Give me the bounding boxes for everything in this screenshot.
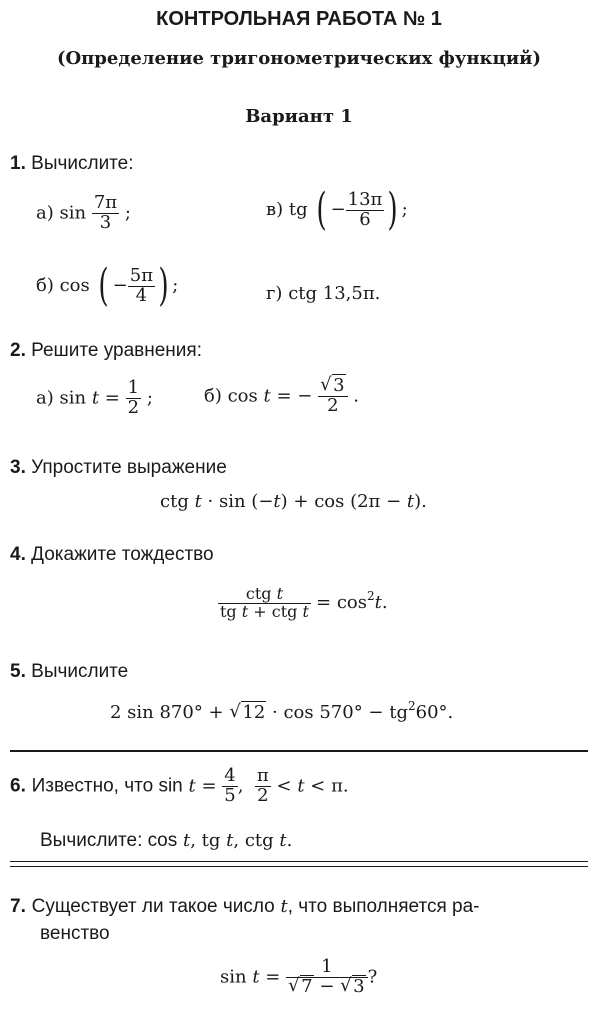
- task-2b: [204, 377, 359, 416]
- numerator: 5π: [129, 264, 154, 286]
- terminator: .: [353, 385, 359, 407]
- variable: t: [188, 775, 196, 797]
- terminator: .: [381, 591, 388, 613]
- variable: t: [263, 385, 271, 407]
- numerator: 4: [224, 765, 236, 786]
- variable: t: [182, 830, 191, 851]
- task-number: 1.: [10, 153, 26, 174]
- expr-part: = cos: [316, 591, 368, 613]
- left-paren: (: [98, 260, 110, 311]
- task-text: Решите уравнения:: [31, 340, 202, 361]
- task-number: 4.: [10, 544, 26, 565]
- right-paren: ): [387, 184, 399, 235]
- expr-part: 2 sin 870° +: [110, 702, 224, 723]
- square-root: [288, 975, 313, 997]
- denominator: 4: [135, 284, 148, 306]
- equals-sign: =: [265, 966, 281, 988]
- page-title: КОНТРОЛЬНАЯ РАБОТА № 1: [156, 8, 442, 30]
- variable: t: [279, 830, 287, 851]
- minus-sign: −: [330, 199, 346, 220]
- task-1g: [266, 283, 380, 304]
- inequality: <: [276, 775, 292, 797]
- function-name: sin: [59, 387, 87, 409]
- left-paren: (: [316, 184, 328, 235]
- pi-fraction: [255, 767, 271, 806]
- divider-line: [10, 866, 588, 867]
- function-name: tg: [288, 199, 308, 220]
- fraction: [128, 264, 155, 306]
- task-2-heading: [10, 340, 202, 362]
- variable: t: [276, 584, 284, 603]
- equals-sign: =: [201, 775, 217, 797]
- fraction: [222, 767, 237, 806]
- terminator: ;: [401, 199, 408, 220]
- expr-part: , tg: [190, 830, 221, 851]
- task-number: 6.: [10, 775, 26, 797]
- task-6-question: [40, 830, 292, 852]
- item-label: б): [36, 275, 54, 296]
- expr-part: ) + cos (2π −: [280, 491, 402, 512]
- item-label: б): [204, 385, 222, 407]
- task-text: Известно, что sin: [31, 775, 183, 797]
- numerator: π: [256, 765, 269, 786]
- task-text: Упростите выражение: [31, 457, 227, 478]
- expr-part: 60°.: [415, 702, 454, 723]
- function-name: sin: [59, 202, 87, 224]
- variable: t: [241, 601, 249, 621]
- task-7-statement-cont: венство: [40, 923, 110, 944]
- task-text: Вычислите: [31, 661, 129, 682]
- expr-part: tg: [220, 601, 237, 621]
- terminator: ;: [124, 202, 131, 224]
- variable: t: [280, 896, 288, 917]
- fraction: [218, 586, 311, 621]
- function-name: sin: [220, 966, 247, 988]
- denominator: 6: [359, 208, 371, 230]
- task-7-statement: [10, 896, 480, 918]
- page-subtitle: (Определение тригонометрических функций): [56, 48, 542, 69]
- task-1-heading: [10, 153, 134, 175]
- denominator: 5: [224, 784, 236, 806]
- radicand: 7: [301, 975, 313, 997]
- divider-line: [10, 861, 588, 862]
- denominator: 3: [99, 211, 112, 233]
- fraction: [126, 379, 141, 418]
- task-text: , что выполняется ра-: [287, 896, 480, 917]
- variable: t: [302, 601, 309, 621]
- numerator: 1: [127, 377, 140, 398]
- denominator: [218, 601, 311, 621]
- variable: t: [91, 387, 100, 409]
- item-label: а): [36, 202, 54, 224]
- task-number: 5.: [10, 661, 26, 682]
- divider-line: [10, 750, 588, 752]
- task-1v: [266, 184, 408, 235]
- exponent: 2: [367, 588, 375, 603]
- denominator: 2: [257, 784, 269, 806]
- variable: t: [297, 775, 305, 797]
- item-label: а): [36, 387, 54, 409]
- terminator: .: [286, 830, 293, 851]
- item-label: г): [266, 283, 283, 304]
- equals-sign: = −: [276, 385, 313, 407]
- task-6-statement: [10, 767, 349, 806]
- task-5-expression: [110, 699, 453, 723]
- task-text: Докажите тождество: [31, 544, 214, 565]
- denominator: 2: [327, 394, 339, 416]
- terminator: ;: [146, 387, 153, 409]
- task-text: Вычислите:: [31, 153, 134, 174]
- minus-sign: −: [112, 275, 128, 296]
- expr-part: + ctg: [253, 601, 298, 621]
- expr-part: Вычислите: cos: [40, 830, 178, 851]
- task-5-heading: [10, 661, 128, 683]
- expr-part: ).: [414, 491, 427, 512]
- task-7-equation: [220, 958, 377, 997]
- item-expression: ctg 13,5π.: [288, 283, 381, 304]
- terminator: ;: [172, 275, 179, 296]
- variable: t: [374, 591, 382, 613]
- square-root: [320, 377, 345, 396]
- denominator: 2: [127, 396, 140, 418]
- variable: t: [252, 966, 260, 988]
- exponent: 2: [408, 699, 416, 713]
- task-3-expression: [160, 491, 427, 512]
- expr-part: , ctg: [233, 830, 274, 851]
- fraction: [286, 958, 367, 997]
- minus-sign: −: [319, 975, 335, 997]
- function-name: cos: [227, 385, 258, 407]
- square-root: [340, 975, 365, 997]
- variant-label: Вариант 1: [245, 106, 353, 127]
- numerator: [318, 377, 347, 397]
- square-root: [229, 702, 266, 723]
- task-number: 7.: [10, 896, 26, 917]
- task-number: 3.: [10, 457, 26, 478]
- task-text: Существует ли такое число: [31, 896, 275, 917]
- expr-part: · cos 570° − tg: [272, 702, 408, 723]
- inequality: < π.: [310, 775, 349, 797]
- numerator: 13π: [347, 188, 383, 210]
- rhs: [316, 588, 388, 613]
- radicand: 12: [242, 702, 266, 723]
- numerator: 7π: [93, 192, 118, 213]
- variable: t: [226, 830, 234, 851]
- fraction: [318, 377, 347, 416]
- task-4-heading: [10, 544, 214, 566]
- variable: t: [406, 491, 415, 512]
- item-label: в): [266, 199, 284, 220]
- numerator: 1: [286, 958, 367, 978]
- radicand: 3: [333, 375, 345, 396]
- variable: t: [273, 491, 281, 512]
- comma: ,: [237, 775, 244, 797]
- fraction: [92, 194, 119, 233]
- radicand: 3: [353, 975, 365, 997]
- function-name: cos: [59, 275, 90, 296]
- task-4-identity: [218, 586, 388, 621]
- variable: t: [194, 491, 202, 512]
- task-3-heading: [10, 457, 227, 479]
- expr-part: · sin (−: [207, 491, 274, 512]
- denominator: [286, 975, 367, 997]
- task-number: 2.: [10, 340, 26, 361]
- task-1b: [36, 260, 179, 311]
- right-paren: ): [158, 260, 169, 311]
- fraction: [346, 188, 385, 230]
- task-1a: [36, 194, 131, 233]
- expr-part: ctg: [245, 584, 272, 603]
- expr-part: ctg: [160, 491, 189, 512]
- task-2a: [36, 379, 153, 418]
- equals-sign: =: [104, 387, 120, 409]
- terminator: ?: [367, 966, 378, 988]
